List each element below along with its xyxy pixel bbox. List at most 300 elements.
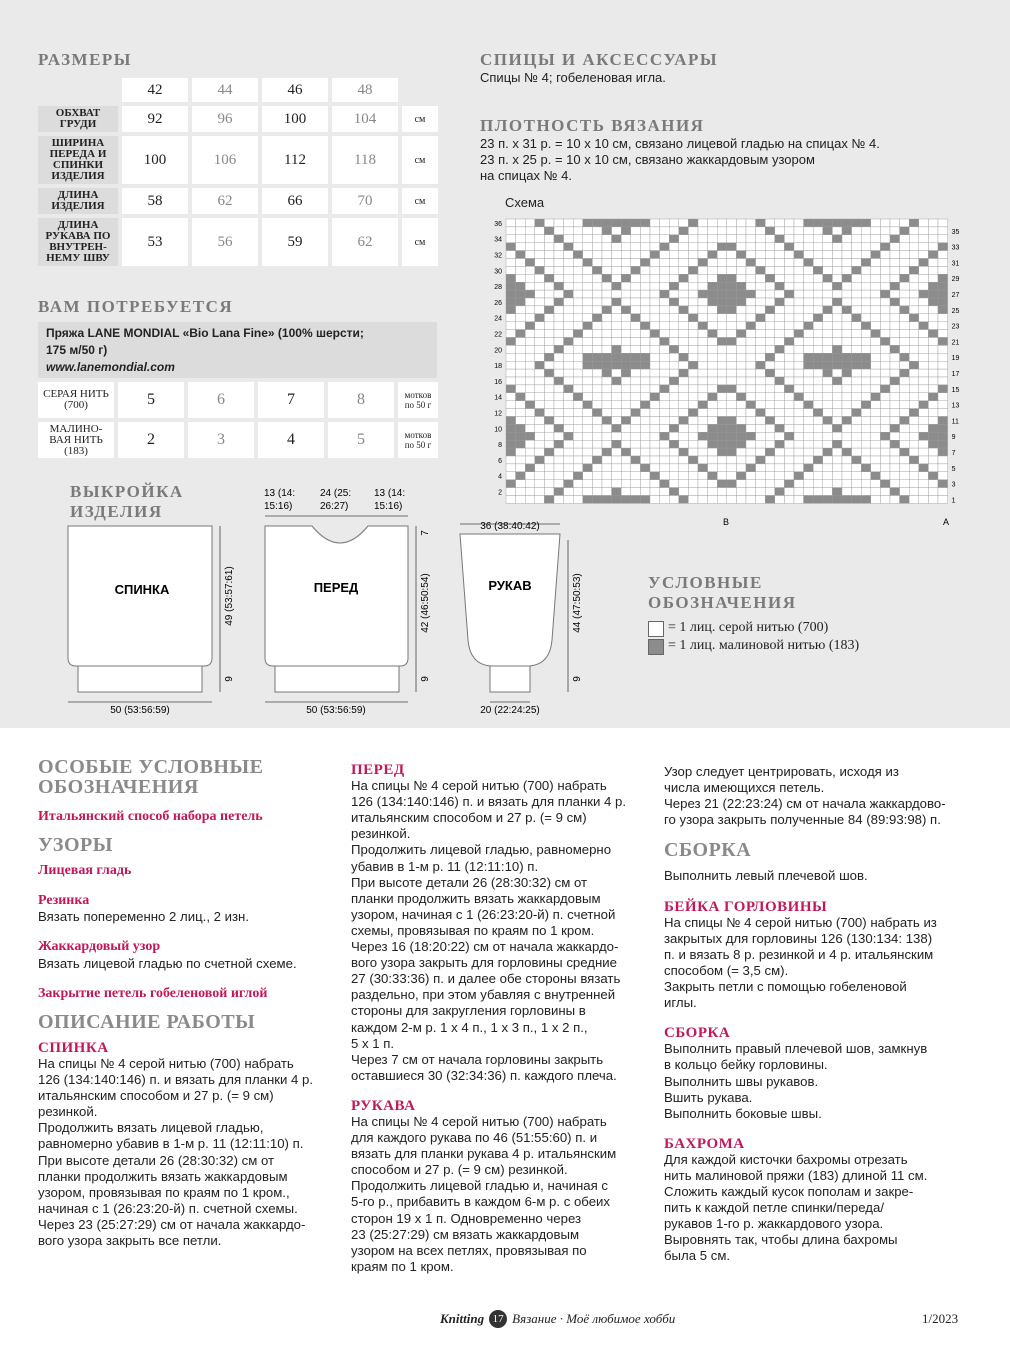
chart-cell (727, 488, 737, 496)
chart-cell (506, 259, 516, 267)
patterns-title: УЗОРЫ (38, 834, 113, 857)
neckband-title: БЕЙКА ГОРЛОВИНЫ (664, 898, 828, 915)
chart-cell (765, 227, 775, 235)
chart-cell (516, 314, 526, 322)
chart-cell (602, 409, 612, 417)
chart-cell (621, 409, 631, 417)
chart-cell (554, 306, 564, 314)
chart-cell (640, 251, 650, 259)
chart-cell (650, 409, 660, 417)
chart-cell (544, 432, 554, 440)
chart-cell (727, 393, 737, 401)
chart-cell (516, 472, 526, 480)
chart-cell (794, 259, 804, 267)
chart-cell (640, 338, 650, 346)
chart-cell (535, 345, 545, 353)
chart-cell (535, 219, 545, 227)
chart-cell (832, 353, 842, 361)
instruction-line: вого узора закрыть все петли. (38, 1232, 222, 1248)
chart-cell (554, 282, 564, 290)
chart-cell (554, 401, 564, 409)
chart-cell (784, 345, 794, 353)
chart-cell (938, 440, 948, 448)
chart-cell (535, 274, 545, 282)
chart-cell (852, 314, 862, 322)
chart-cell (602, 345, 612, 353)
chart-cell (516, 424, 526, 432)
instruction-line: 5 х 1 п. (351, 1035, 395, 1051)
chart-cell (804, 496, 814, 504)
instruction-line: в кольцо бейку горловины. (664, 1057, 828, 1073)
chart-cell (602, 298, 612, 306)
chart-cell (775, 266, 785, 274)
chart-cell (756, 409, 766, 417)
chart-cell (842, 266, 852, 274)
chart-cell (746, 488, 756, 496)
chart-cell (813, 361, 823, 369)
chart-cell (813, 266, 823, 274)
chart-cell (544, 417, 554, 425)
chart-cell (554, 330, 564, 338)
chart-cell (765, 266, 775, 274)
chart-cell (784, 353, 794, 361)
chart-cell (621, 330, 631, 338)
website-link[interactable]: www.lanemondial.com (46, 360, 175, 374)
chart-cell (765, 298, 775, 306)
chart-cell (871, 314, 881, 322)
chart-cell (756, 306, 766, 314)
chart-cell (842, 440, 852, 448)
chart-cell (650, 385, 660, 393)
chart-cell (602, 322, 612, 330)
yarn-box (38, 322, 437, 378)
chart-cell (535, 361, 545, 369)
chart-cell (890, 393, 900, 401)
chart-cell (698, 259, 708, 267)
chart-cell (813, 259, 823, 267)
chart-cell (525, 243, 535, 251)
chart-cell (794, 480, 804, 488)
chart-cell (525, 330, 535, 338)
chart-cell (621, 361, 631, 369)
chart-cell (650, 251, 660, 259)
chart-cell (612, 298, 622, 306)
instruction-line: Закрыть петли с помощью гобеленовой (664, 979, 907, 995)
instruction-line: 126 (134:140:146) п. и вязать для планки 4 р. (351, 794, 627, 810)
chart-cell (765, 322, 775, 330)
chart-cell (669, 314, 679, 322)
chart-cell (554, 290, 564, 298)
chart-cell (804, 314, 814, 322)
chart-cell (525, 338, 535, 346)
chart-cell (592, 409, 602, 417)
chart-cell (813, 235, 823, 243)
chart-cell (544, 361, 554, 369)
chart-cell (640, 345, 650, 353)
chart-cell (756, 385, 766, 393)
chart-cell (564, 314, 574, 322)
chart-cell (679, 424, 689, 432)
chart-cell (621, 393, 631, 401)
chart-cell (640, 282, 650, 290)
chart-cell (544, 259, 554, 267)
chart-cell (583, 409, 593, 417)
chart-cell (775, 338, 785, 346)
chart-cell (852, 306, 862, 314)
front-title: ПЕРЕД (351, 762, 405, 778)
chart-cell (679, 235, 689, 243)
chart-cell (775, 322, 785, 330)
chart-cell (794, 393, 804, 401)
chart-cell (909, 480, 919, 488)
chart-cell (909, 377, 919, 385)
chart-cell (775, 219, 785, 227)
back-width: 50 (53:56:59) (110, 705, 170, 716)
cell: 3 (188, 422, 254, 458)
chart-cell (765, 353, 775, 361)
chart-row-number: 33 (951, 244, 960, 252)
bindoff-title: Закрытие петель гобеленовой иглой (38, 985, 268, 1001)
chart-cell (688, 369, 698, 377)
chart-cell (823, 259, 833, 267)
chart-cell (746, 377, 756, 385)
chart-cell (717, 409, 727, 417)
assembly-text: Выполнить левый плечевой шов. (664, 868, 868, 884)
chart-cell (852, 345, 862, 353)
chart-cell (660, 282, 670, 290)
chart-cell (900, 377, 910, 385)
chart-cell (938, 448, 948, 456)
chart-cell (823, 227, 833, 235)
chart-cell (602, 338, 612, 346)
chart-cell (612, 369, 622, 377)
chart-cell (708, 377, 718, 385)
chart-cell (861, 235, 871, 243)
gauge-line-3: на спицах № 4. (480, 168, 573, 183)
chart-cell (756, 417, 766, 425)
chart-cell (832, 424, 842, 432)
chart-cell (516, 235, 526, 243)
chart-cell (928, 274, 938, 282)
chart-cell (525, 266, 535, 274)
chart-cell (669, 219, 679, 227)
chart-cell (765, 448, 775, 456)
chart-cell (525, 417, 535, 425)
chart-cell (698, 464, 708, 472)
instruction-line: На спицы № 4 серой нитью (700) набрать (38, 1055, 294, 1071)
chart-cell (535, 401, 545, 409)
chart-cell (813, 432, 823, 440)
chart-cell (890, 235, 900, 243)
chart-cell (938, 385, 948, 393)
chart-cell (506, 424, 516, 432)
chart-cell (890, 338, 900, 346)
chart-cell (928, 227, 938, 235)
chart-cell (727, 409, 737, 417)
chart-cell (832, 369, 842, 377)
chart-cell (698, 401, 708, 409)
chart-cell (890, 464, 900, 472)
sleeve-piece (460, 534, 560, 666)
chart-cell (871, 259, 881, 267)
chart-cell (832, 432, 842, 440)
chart-cell (919, 243, 929, 251)
chart-cell (852, 409, 862, 417)
chart-cell (900, 330, 910, 338)
chart-cell (736, 401, 746, 409)
chart-cell (736, 314, 746, 322)
chart-cell (669, 496, 679, 504)
chart-cell (554, 369, 564, 377)
chart-cell (535, 322, 545, 330)
chart-cell (698, 353, 708, 361)
chart-cell (727, 345, 737, 353)
chart-cell (756, 338, 766, 346)
chart-cell (621, 290, 631, 298)
chart-cell (890, 456, 900, 464)
chart-cell (861, 456, 871, 464)
chart-cell (679, 282, 689, 290)
chart-cell (804, 369, 814, 377)
chart-cell (775, 401, 785, 409)
chart-cell (784, 251, 794, 259)
chart-cell (919, 290, 929, 298)
chart-cell (688, 306, 698, 314)
chart-cell (564, 274, 574, 282)
chart-cell (602, 464, 612, 472)
front-label: ПЕРЕД (313, 580, 359, 595)
chart-cell (938, 306, 948, 314)
chart-cell (602, 266, 612, 274)
chart-cell (804, 488, 814, 496)
chart-cell (621, 314, 631, 322)
chart-cell (909, 496, 919, 504)
chart-cell (669, 235, 679, 243)
chart-cell (938, 456, 948, 464)
chart-cell (554, 361, 564, 369)
chart-cell (794, 251, 804, 259)
chart-cell (880, 488, 890, 496)
chart-cell (679, 219, 689, 227)
instruction-line: для каждого рукава по 46 (51:55:60) п. и (351, 1130, 598, 1146)
chart-cell (544, 219, 554, 227)
cell: 62 (332, 218, 398, 266)
chart-cell (650, 235, 660, 243)
chart-cell (717, 417, 727, 425)
chart-cell (650, 290, 660, 298)
chart-cell (784, 314, 794, 322)
chart-cell (592, 464, 602, 472)
chart-cell (621, 464, 631, 472)
chart-cell (784, 496, 794, 504)
chart-cell (919, 417, 929, 425)
chart-cell (794, 314, 804, 322)
chart-cell (650, 472, 660, 480)
chart-cell (506, 440, 516, 448)
chart-cell (583, 251, 593, 259)
chart-cell (919, 227, 929, 235)
chart-cell (746, 432, 756, 440)
chart-cell (823, 401, 833, 409)
chart-cell (727, 401, 737, 409)
chart-cell (832, 235, 842, 243)
chart-cell (852, 480, 862, 488)
chart-cell (583, 298, 593, 306)
chart-cell (938, 377, 948, 385)
chart-cell (756, 361, 766, 369)
chart-cell (794, 377, 804, 385)
chart-cell (736, 385, 746, 393)
chart-cell (660, 243, 670, 251)
chart-cell (861, 361, 871, 369)
chart-cell (698, 440, 708, 448)
chart-cell (717, 345, 727, 353)
chart-cell (612, 377, 622, 385)
chart-cell (813, 424, 823, 432)
chart-cell (880, 338, 890, 346)
chart-cell (506, 393, 516, 401)
chart-cell (861, 393, 871, 401)
chart-cell (602, 330, 612, 338)
chart-cell (525, 456, 535, 464)
chart-cell (688, 314, 698, 322)
chart-cell (554, 353, 564, 361)
chart-cell (928, 282, 938, 290)
chart-cell (804, 227, 814, 235)
chart-cell (746, 480, 756, 488)
chart-cell (525, 235, 535, 243)
chart-cell (631, 298, 641, 306)
chart-cell (832, 251, 842, 259)
chart-cell (669, 274, 679, 282)
chart-cell (688, 440, 698, 448)
chart-cell (804, 353, 814, 361)
chart-cell (535, 464, 545, 472)
chart-cell (544, 266, 554, 274)
chart-cell (621, 243, 631, 251)
chart-cell (804, 322, 814, 330)
chart-cell (880, 322, 890, 330)
chart-cell (890, 432, 900, 440)
cell: 62 (192, 188, 258, 214)
chart-cell (832, 290, 842, 298)
chart-cell (583, 448, 593, 456)
chart-cell (612, 290, 622, 298)
instruction-line: краям по 1 кром. (351, 1258, 454, 1274)
chart-cell (804, 251, 814, 259)
chart-cell (832, 385, 842, 393)
chart-cell (928, 243, 938, 251)
chart-cell (794, 274, 804, 282)
chart-cell (660, 401, 670, 409)
chart-cell (592, 266, 602, 274)
footer-tagline: Вязание · Моё любимое хобби (512, 1311, 676, 1326)
chart-cell (736, 377, 746, 385)
chart-cell (775, 282, 785, 290)
chart-cell (669, 448, 679, 456)
chart-cell (842, 353, 852, 361)
chart-cell (928, 432, 938, 440)
chart-cell (823, 377, 833, 385)
instruction-line: Продолжить лицевой гладью и, начиная с (351, 1178, 609, 1194)
instruction-line: Выполнить швы рукавов. (664, 1073, 819, 1089)
chart-cell (525, 369, 535, 377)
chart-cell (535, 409, 545, 417)
chart-cell (804, 393, 814, 401)
chart-row-number: 28 (494, 284, 502, 292)
special-title: ОСОБЫЕ УСЛОВНЫЕ ОБОЗНАЧЕНИЯ (38, 756, 264, 798)
instruction-line: способом и 27 р. (= 9 см) резинкой. (351, 1162, 568, 1178)
chart-cell (813, 227, 823, 235)
chart-cell (938, 480, 948, 488)
chart-cell (813, 464, 823, 472)
chart-cell (573, 393, 583, 401)
chart-cell (708, 259, 718, 267)
chart-cell (573, 290, 583, 298)
cell: 5 (118, 382, 184, 418)
chart-cell (909, 251, 919, 259)
chart-cell (784, 409, 794, 417)
chart-row-number: 6 (498, 457, 502, 465)
chart-cell (746, 424, 756, 432)
chart-cell (708, 330, 718, 338)
chart-cell (823, 393, 833, 401)
chart-cell (525, 298, 535, 306)
chart-cell (506, 456, 516, 464)
chart-cell (698, 424, 708, 432)
chart-cell (880, 353, 890, 361)
chart-cell (909, 448, 919, 456)
chart-cell (525, 424, 535, 432)
chart-cell (784, 259, 794, 267)
chart-cell (784, 369, 794, 377)
chart-cell (688, 377, 698, 385)
chart-cell (698, 369, 708, 377)
chart-cell (928, 456, 938, 464)
chart-cell (516, 282, 526, 290)
chart-cell (717, 496, 727, 504)
chart-cell (900, 456, 910, 464)
chart-cell (871, 251, 881, 259)
chart-cell (775, 314, 785, 322)
chart-cell (736, 227, 746, 235)
chart-cell (890, 361, 900, 369)
front-instructions (351, 778, 651, 1084)
chart-cell (736, 432, 746, 440)
needles-title: СПИЦЫ И АКСЕССУАРЫ (480, 50, 719, 69)
chart-cell (746, 440, 756, 448)
needles-text: Спицы № 4; гобеленовая игла. (480, 70, 666, 85)
chart-cell (842, 432, 852, 440)
chart-cell (525, 464, 535, 472)
chart-cell (784, 432, 794, 440)
chart-cell (736, 440, 746, 448)
chart-cell (784, 424, 794, 432)
chart-cell (775, 353, 785, 361)
chart-cell (698, 417, 708, 425)
back-label: СПИНКА (114, 582, 170, 597)
chart-cell (727, 448, 737, 456)
chart-cell (535, 424, 545, 432)
chart-cell (602, 369, 612, 377)
chart-row-number: 18 (494, 363, 502, 371)
chart-cell (813, 401, 823, 409)
chart-cell (727, 496, 737, 504)
chart-row-number: 13 (951, 402, 960, 410)
chart-cell (621, 353, 631, 361)
chart-cell (928, 401, 938, 409)
chart-cell (784, 306, 794, 314)
